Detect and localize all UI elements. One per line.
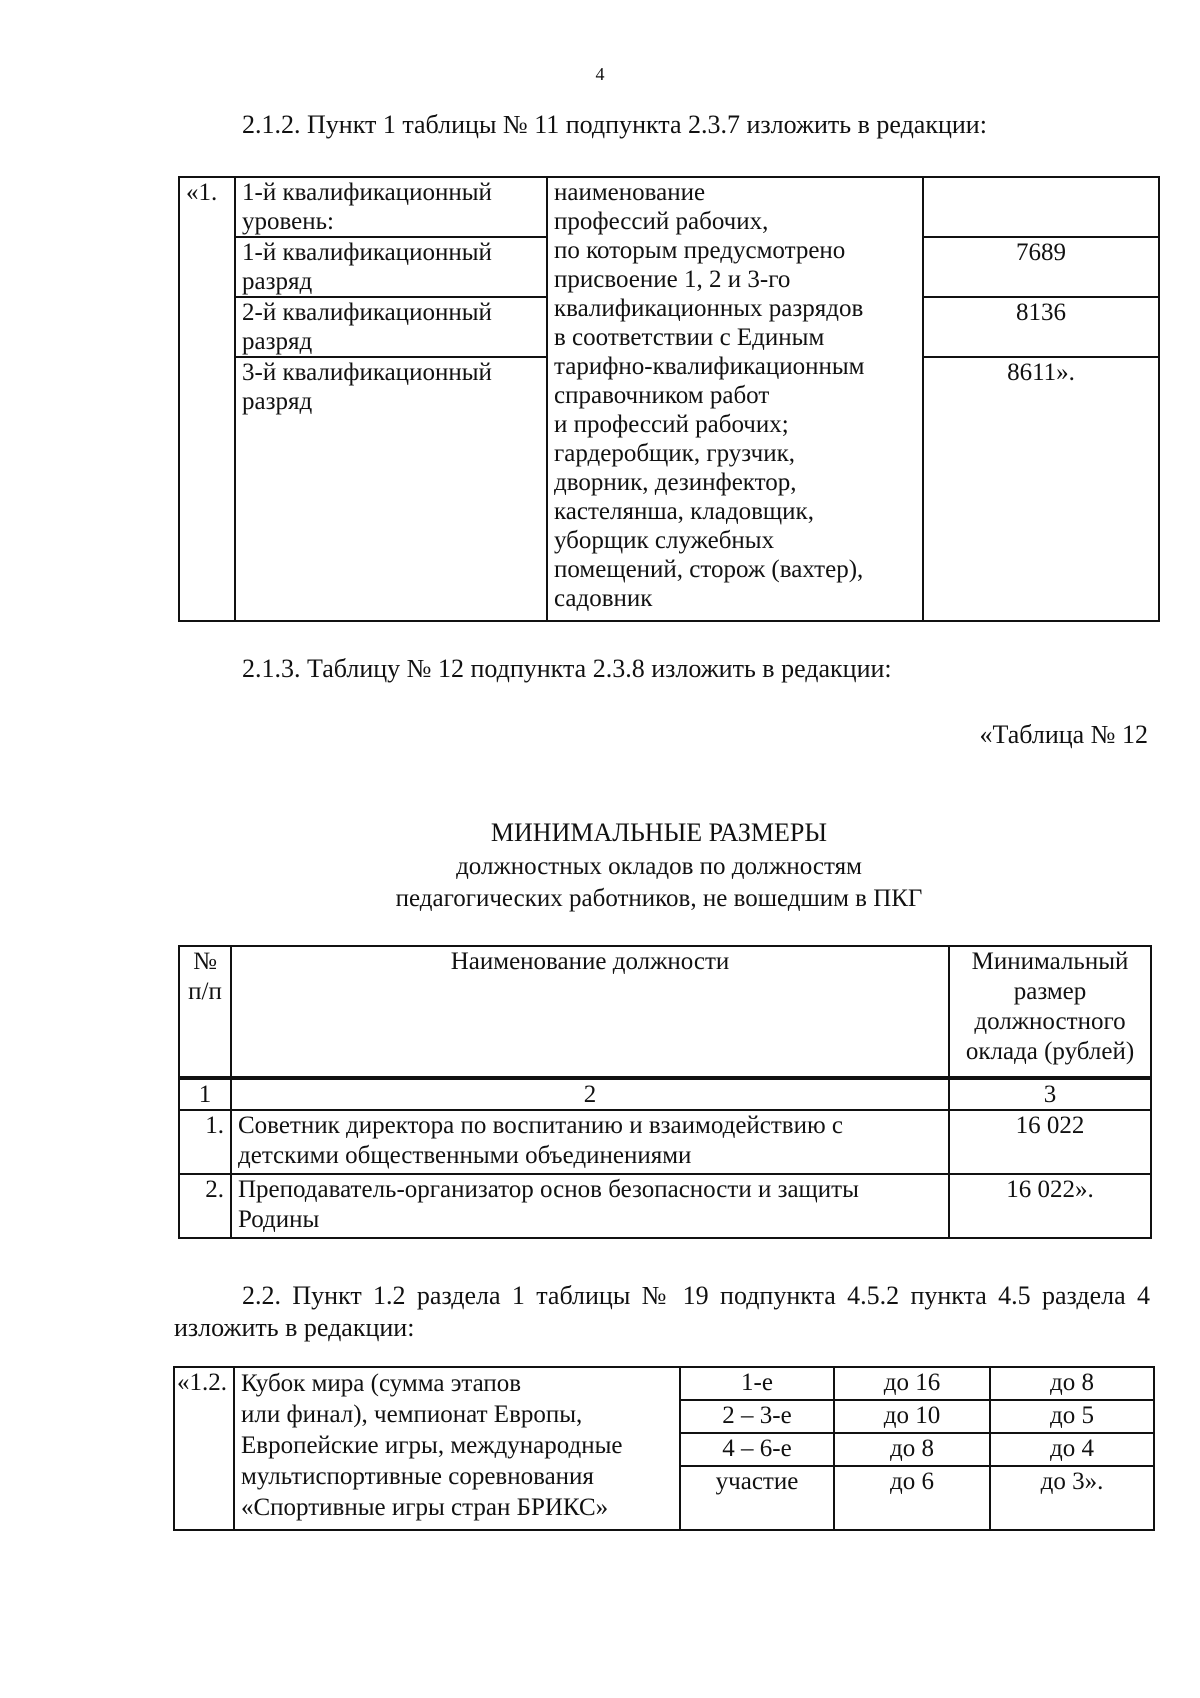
column-number: 2 [231,1078,949,1110]
event-line: Кубок мира (сумма этапов [241,1370,522,1397]
value-a: до 6 [834,1466,990,1530]
header-number: № п/п [179,946,231,1078]
description-line: квалификационных разрядов [554,295,864,322]
salary-value: 16 022 [949,1110,1151,1174]
column-number: 3 [949,1078,1151,1110]
row-number: «1. [179,177,235,621]
description-line: в соответствии с Единым [554,324,825,351]
salary-value: 7689 [923,237,1159,297]
description-line: справочником работ [554,382,770,409]
event-line: или финал), чемпионат Европы, [241,1401,583,1428]
event-description [234,1367,680,1530]
paragraph-2-1-2: 2.1.2. Пункт 1 таблицы № 11 подпункта 2.3.7 изложить в редакции: [242,110,987,139]
place: 4 – 6-е [680,1433,834,1466]
value-a: до 16 [834,1367,990,1400]
salary-value [923,177,1159,237]
description-line: гардеробщик, грузчик, [554,440,795,467]
row-number: 1. [179,1110,231,1174]
header-position: Наименование должности [231,946,949,1078]
position-name: Преподаватель-организатор основ безопасности и защиты Родины [231,1174,949,1238]
event-line: «Спортивные игры стран БРИКС» [241,1494,609,1521]
page-number: 4 [595,64,605,84]
place: участие [680,1466,834,1530]
column-number: 1 [179,1078,231,1110]
professions-description [547,177,923,621]
description-line: и профессий рабочих; [554,411,789,438]
value-b: до 8 [990,1367,1154,1400]
paragraph-2-1-3: 2.1.3. Таблицу № 12 подпункта 2.3.8 изложить в редакции: [242,654,892,683]
table-11-row [178,176,1160,622]
qualification-grade: 2-й квалификационный разряд [235,297,547,357]
description-line: дворник, дезинфектор, [554,469,797,496]
table-12-subtitle: должностных окладов по должностям [456,853,862,880]
qualification-grade: 3-й квалификационный разряд [235,357,547,621]
place: 2 – 3-е [680,1400,834,1433]
table-19-row [173,1366,1155,1531]
description-line: присвоение 1, 2 и 3-го [554,266,791,293]
value-b: до 3». [990,1466,1154,1530]
table-12 [178,945,1152,1239]
qualification-grade: 1-й квалификационный разряд [235,237,547,297]
paragraph-2-2: 2.2. Пункт 1.2 раздела 1 таблицы № 19 подпункта 4.5.2 пункта 4.5 раздела 4 изложить в редакции: [174,1281,1150,1342]
table-12-label: «Таблица № 12 [979,720,1148,749]
row-number: 2. [179,1174,231,1238]
event-line: мультиспортивные соревнования [241,1463,594,1490]
value-b: до 4 [990,1433,1154,1466]
row-number: «1.2. [174,1367,234,1530]
description-line: наименование [554,179,706,206]
description-line: профессий рабочих, [554,208,769,235]
event-line: Европейские игры, международные [241,1432,623,1459]
salary-value: 8611». [923,357,1159,621]
table-row [179,1110,1151,1174]
description-line: садовник [554,585,653,612]
table-12-title: МИНИМАЛЬНЫЕ РАЗМЕРЫ [490,818,828,847]
value-a: до 10 [834,1400,990,1433]
salary-value: 16 022». [949,1174,1151,1238]
description-line: тарифно-квалификационным [554,353,865,380]
description-line: кастелянша, кладовщик, [554,498,814,525]
value-a: до 8 [834,1433,990,1466]
table-row [179,1174,1151,1238]
description-line: уборщик служебных [554,527,775,554]
description-line: помещений, сторож (вахтер), [554,556,864,583]
position-name: Советник директора по воспитанию и взаимодействию с детскими общественными объединениями [231,1110,949,1174]
place: 1-е [680,1367,834,1400]
description-line: по которым предусмотрено [554,237,846,264]
salary-value: 8136 [923,297,1159,357]
qualification-level: 1-й квалификационный уровень: [235,177,547,237]
value-b: до 5 [990,1400,1154,1433]
header-salary: Минимальный размер должностного оклада (рублей) [949,946,1151,1078]
table-12-subtitle: педагогических работников, не вошедшим в ПКГ [395,885,923,912]
